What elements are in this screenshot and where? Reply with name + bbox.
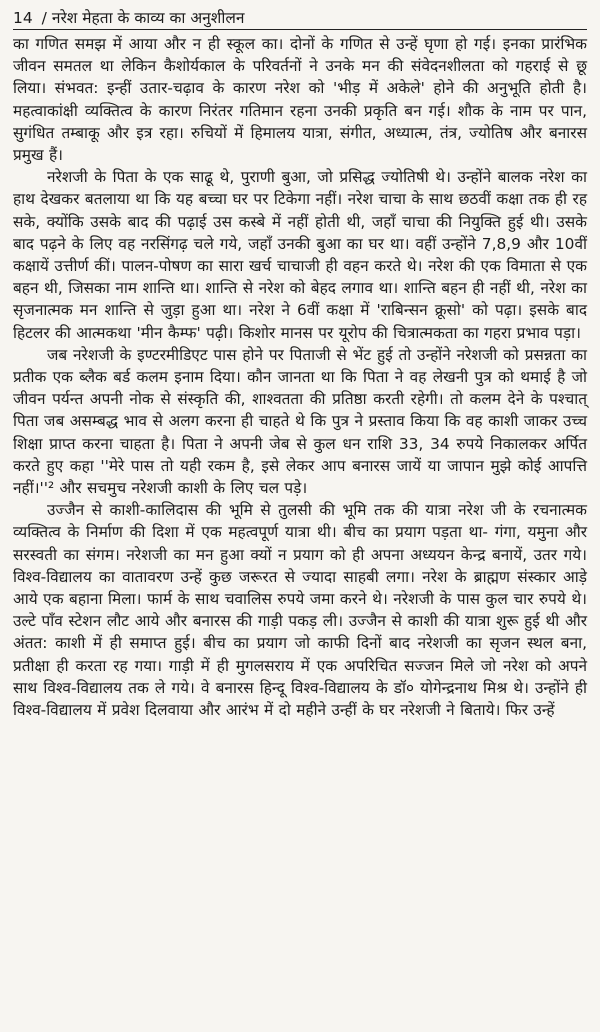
paragraph: नरेशजी के पिता के एक साढू थे, पुराणी बुआ, जो प्रसिद्ध ज्योतिषी थे। उन्होंने बालक नरेश का हाथ देखकर बतलाया था कि यह बच्चा घर पर टिकेगा नहीं। नरेश चाचा के साथ छठवीं कक्षा तक ही रह सके, क्योंकि उसके बाद की पढ़ाई उस कस्बे में नहीं होती थी, जहाँ चाचा की नियुक्ति हुई थी। उसके बाद पढ़ने के लिए वह नरसिंगढ़ चले गये, जहाँ उनकी बुआ का घर था। वहीं उन्होंने 7,8,9 और 10वीं कक्षायें उत्तीर्ण कीं। पालन-पोषण का सारा खर्च चाचाजी ही वहन करते थे। नरेश की एक विमाता से एक बहन थी, जिसका नाम शान्ति था। शान्ति से नरेश को बेहद लगाव था। शान्ति बहन ही नहीं थी, नरेश का सृजनात्मक मन शान्ति से जुड़ा हुआ था। नरेश ने 6वीं कक्षा में 'राबिन्सन क्रूसो' को पढ़ा। इसके बाद हिटलर की आत्मकथा 'मीन कैम्फ' पढ़ी। किशोर मानस पर यूरोप की चित्रात्मकता का गहरा प्रभाव पड़ा। xyxy=(13,168,587,342)
running-title: नरेश मेहता के काव्य का अनुशीलन xyxy=(51,9,245,27)
paragraph: का गणित समझ में आया और न ही स्कूल का। दोनों के गणित से उन्हें घृणा हो गई। इनका प्रारंभिक जीवन समतल था लेकिन कैशोर्यकाल के परिवर्तनों ने उनके मन की संवेदनशीलता को गहराई से छू लिया। संभवत: इन्हीं उतार-चढ़ाव के कारण नरेश को 'भीड़ में अकेले' होने की अनुभूति होती है। महत्वाकांक्षी व्यक्तित्व के कारण निरंतर गतिमान रहना उनकी प्रकृति बन गई। शौक के नाम पर पान, सुगंधित तम्बाकू और इत्र रहा। रुचियों में हिमालय यात्रा, संगीत, अध्यात्म, तंत्र, ज्योतिष और बनारस प्रमुख हैं। xyxy=(13,35,587,165)
running-header xyxy=(13,8,587,30)
paragraph: उज्जैन से काशी-कालिदास की भूमि से तुलसी की भूमि तक की यात्रा नरेश जी के रचनात्मक व्यक्तित्व के निर्माण की दिशा में एक महत्वपूर्ण यात्रा थी। बीच का प्रयाग पड़ता था- गंगा, यमुना और सरस्वती का संगम। नरेशजी का मन हुआ क्यों न प्रयाग को ही अपना अध्ययन केन्द्र बनायें, उतर गये। विश्व-विद्यालय का वातावरण उन्हें कुछ जरूरत से ज्यादा साहबी लगा। नरेश के ब्राह्मण संस्कार आड़े आये एक बहाना मिला। फार्म के साथ चवालिस रुपये जमा करने थे। नरेशजी के पास कुल चार रुपये थे। उल्टे पाँव स्टेशन लौट आये और बनारस की गाड़ी पकड़ ली। उज्जैन से काशी की यात्रा शुरू हुई थी और अंतत: काशी में ही समाप्त हुई। बीच का प्रयाग जो काफी दिनों बाद नरेशजी का सृजन स्थल बना, प्रतीक्षा ही करता रह गया। गाड़ी में ही मुगलसराय में एक अपरिचित सज्जन मिले जो नरेश को अपने साथ विश्व-विद्यालय तक ले गये। वे बनारस हिन्दू विश्व-विद्यालय के डॉ० योगेन्द्रनाथ मिश्र थे। उन्होंने ही विश्व-विद्यालय में प्रवेश दिलवाया और आरंभ में दो महीने उन्हीं के घर नरेशजी ने बिताये। फिर उन्हें xyxy=(13,501,587,720)
header-separator: / xyxy=(41,9,47,27)
paragraph: जब नरेशजी के इण्टरमीडिएट पास होने पर पिताजी से भेंट हुई तो उन्होंने नरेशजी को प्रसन्नता का प्रतीक एक ब्लैक बर्ड कलम इनाम दिया। कौन जानता था कि पिता ने वह लेखनी पुत्र को थमाई है जो जीवन पर्यन्त अपनी नोक से संस्कृति की, शाश्वतता की प्रतिष्ठा करती रहेगी। तो कलम देने के पश्चात् पिता जब असम्बद्ध भाव से अलग करना ही चाहते थे कि पुत्र ने प्रस्ताव किया कि वह काशी जाकर उच्च शिक्षा प्राप्त करना चाहता है। पिता ने अपनी जेब से कुल धन राशि 33, 34 रुपये निकालकर अर्पित करते हुए कहा ''मेरे पास तो यही रकम है, इसे लेकर आप बनारस जायें या जापान मुझे कोई आपत्ति नहीं।''² और सचमुच नरेशजी काशी के लिए चल पड़े। xyxy=(13,345,587,498)
page-number: 14 xyxy=(13,9,33,27)
page-body xyxy=(13,33,587,721)
